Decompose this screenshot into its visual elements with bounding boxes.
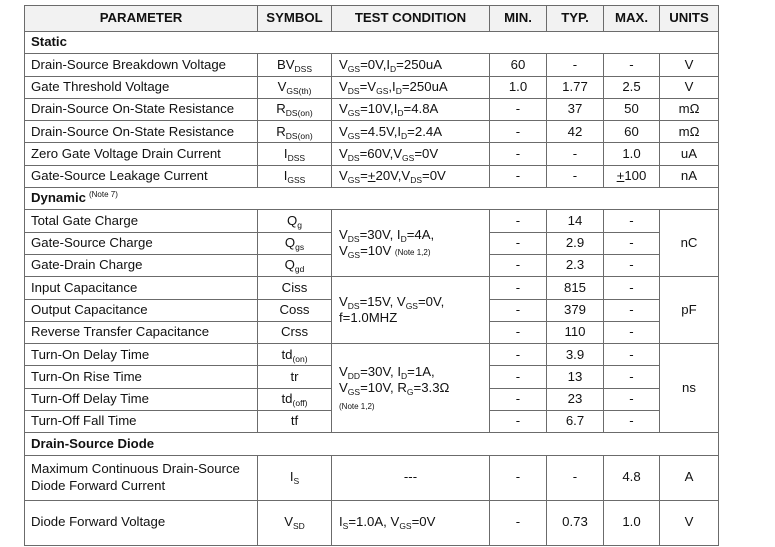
table-row — [25, 277, 719, 299]
min-cell: - — [490, 277, 547, 299]
unit-cell: mΩ — [660, 121, 719, 143]
symbol-cell: $R_{DS(on)}$ — [258, 121, 332, 143]
parameter-cell: Gate Threshold Voltage — [25, 76, 258, 98]
min-cell: - — [490, 388, 547, 410]
unit-cell: ns — [660, 344, 719, 433]
max-cell: - — [604, 254, 660, 276]
section-row — [25, 188, 719, 210]
condition-cell: $V_{GS}=0V,I_D=250uA$ — [332, 54, 490, 76]
table-row — [25, 98, 719, 120]
symbol-cell: $BV_{DSS}$ — [258, 54, 332, 76]
max-cell: - — [604, 299, 660, 321]
parameter-cell: Drain-Source On-State Resistance — [25, 121, 258, 143]
parameter-cell: Diode Forward Voltage — [25, 500, 258, 545]
condition-cell: $V_{DS}=V_{GS},I_D=250uA$ — [332, 76, 490, 98]
min-cell: - — [490, 165, 547, 187]
unit-cell: V — [660, 500, 719, 545]
header-units: UNITS — [660, 6, 719, 32]
max-cell: - — [604, 344, 660, 366]
min-cell: - — [490, 411, 547, 433]
unit-cell: pF — [660, 277, 719, 344]
max-cell: 60 — [604, 121, 660, 143]
symbol-cell: Coss — [258, 299, 332, 321]
section-note: (Note 7) — [88, 190, 118, 200]
max-cell: 4.8 — [604, 455, 660, 500]
typ-cell: 42 — [547, 121, 604, 143]
condition-cell: $V_{DS}=60V,V_{GS}=0V$ — [332, 143, 490, 165]
typ-cell: - — [547, 455, 604, 500]
condition-cell: $V_{GS}=10V,I_D=4.8A$ — [332, 98, 490, 120]
section-diode: Drain-Source Diode — [25, 433, 719, 455]
parameter-cell: Reverse Transfer Capacitance — [25, 321, 258, 343]
typ-cell: 0.73 — [547, 500, 604, 545]
min-cell: - — [490, 299, 547, 321]
section-row — [25, 32, 719, 54]
unit-cell: mΩ — [660, 98, 719, 120]
typ-cell: - — [547, 54, 604, 76]
min-cell: - — [490, 455, 547, 500]
parameter-cell: Zero Gate Voltage Drain Current — [25, 143, 258, 165]
parameter-cell: Turn-On Delay Time — [25, 344, 258, 366]
condition-cell: $V_{DS}=30V$, $I_D=4A$, $V_{GS}=10V$ (Note 1,2) — [332, 210, 490, 277]
max-cell: 1.0 — [604, 143, 660, 165]
typ-cell: 1.77 — [547, 76, 604, 98]
symbol-cell: $V_{GS(th)}$ — [258, 76, 332, 98]
electrical-characteristics-table — [24, 5, 719, 546]
header-max: MAX. — [604, 6, 660, 32]
parameter-cell: Turn-Off Fall Time — [25, 411, 258, 433]
symbol-cell: $td_{(off)}$ — [258, 388, 332, 410]
min-cell: - — [490, 344, 547, 366]
typ-cell: 23 — [547, 388, 604, 410]
typ-cell: - — [547, 143, 604, 165]
symbol-cell: $I_{GSS}$ — [258, 165, 332, 187]
table-row — [25, 121, 719, 143]
min-cell: 60 — [490, 54, 547, 76]
parameter-cell: Output Capacitance — [25, 299, 258, 321]
min-cell: - — [490, 232, 547, 254]
table-row — [25, 500, 719, 545]
condition-cell: $V_{GS}=4.5V,I_D=2.4A$ — [332, 121, 490, 143]
typ-cell: 2.3 — [547, 254, 604, 276]
table-body — [25, 32, 719, 546]
min-cell: - — [490, 121, 547, 143]
header-typ: TYP. — [547, 6, 604, 32]
max-cell: 1.0 — [604, 500, 660, 545]
max-cell: 2.5 — [604, 76, 660, 98]
header-min: MIN. — [490, 6, 547, 32]
unit-cell: V — [660, 54, 719, 76]
max-cell: +100 — [604, 165, 660, 187]
symbol-cell: tr — [258, 366, 332, 388]
min-cell: 1.0 — [490, 76, 547, 98]
header-parameter: PARAMETER — [25, 6, 258, 32]
max-cell: - — [604, 321, 660, 343]
section-static: Static — [25, 32, 719, 54]
parameter-cell: Gate-Source Charge — [25, 232, 258, 254]
max-cell: - — [604, 411, 660, 433]
condition-cell: --- — [332, 455, 490, 500]
min-cell: - — [490, 254, 547, 276]
min-cell: - — [490, 98, 547, 120]
table-row — [25, 54, 719, 76]
unit-cell: uA — [660, 143, 719, 165]
max-cell: 50 — [604, 98, 660, 120]
unit-cell: nA — [660, 165, 719, 187]
typ-cell: 815 — [547, 277, 604, 299]
symbol-cell: $Q_{gs}$ — [258, 232, 332, 254]
symbol-cell: $Q_{gd}$ — [258, 254, 332, 276]
symbol-cell: Crss — [258, 321, 332, 343]
table-row — [25, 143, 719, 165]
max-cell: - — [604, 232, 660, 254]
header-test-condition: TEST CONDITION — [332, 6, 490, 32]
symbol-cell: $R_{DS(on)}$ — [258, 98, 332, 120]
typ-cell: 379 — [547, 299, 604, 321]
symbol-cell: $V_{SD}$ — [258, 500, 332, 545]
typ-cell: 110 — [547, 321, 604, 343]
header-symbol: SYMBOL — [258, 6, 332, 32]
parameter-cell: Total Gate Charge — [25, 210, 258, 232]
condition-cell: $I_S=1.0A$, $V_{GS}=0V$ — [332, 500, 490, 545]
min-cell: - — [490, 143, 547, 165]
table-row — [25, 165, 719, 187]
min-cell: - — [490, 366, 547, 388]
parameter-cell: Drain-Source Breakdown Voltage — [25, 54, 258, 76]
table-row — [25, 76, 719, 98]
table-row — [25, 210, 719, 232]
max-cell: - — [604, 54, 660, 76]
unit-cell: V — [660, 76, 719, 98]
table-row — [25, 344, 719, 366]
symbol-cell: $I_{DSS}$ — [258, 143, 332, 165]
typ-cell: 2.9 — [547, 232, 604, 254]
symbol-cell: $I_S$ — [258, 455, 332, 500]
parameter-cell: Drain-Source On-State Resistance — [25, 98, 258, 120]
table-row — [25, 455, 719, 500]
section-dynamic: Dynamic $^{(Note 7)}$ — [25, 188, 719, 210]
parameter-cell: Input Capacitance — [25, 277, 258, 299]
header-row — [25, 6, 719, 32]
typ-cell: 3.9 — [547, 344, 604, 366]
typ-cell: 13 — [547, 366, 604, 388]
condition-cell: $V_{DS}=15V$, $V_{GS}=0V$, f=1.0MHZ — [332, 277, 490, 344]
max-cell: - — [604, 388, 660, 410]
typ-cell: - — [547, 165, 604, 187]
condition-cell: $V_{DD}=30V$, $I_D=1A$, $V_{GS}=10V$, $R_G=3.3\Omega$ (Note 1,2) — [332, 344, 490, 433]
symbol-cell: tf — [258, 411, 332, 433]
condition-cell: $V_{GS}=+20V,V_{DS}=0V$ — [332, 165, 490, 187]
unit-cell: A — [660, 455, 719, 500]
min-cell: - — [490, 210, 547, 232]
parameter-cell: Turn-Off Delay Time — [25, 388, 258, 410]
typ-cell: 14 — [547, 210, 604, 232]
section-row — [25, 433, 719, 455]
min-cell: - — [490, 321, 547, 343]
min-cell: - — [490, 500, 547, 545]
max-cell: - — [604, 277, 660, 299]
symbol-cell: Ciss — [258, 277, 332, 299]
parameter-cell: Turn-On Rise Time — [25, 366, 258, 388]
symbol-cell: $td_{(on)}$ — [258, 344, 332, 366]
max-cell: - — [604, 366, 660, 388]
max-cell: - — [604, 210, 660, 232]
unit-cell: nC — [660, 210, 719, 277]
typ-cell: 37 — [547, 98, 604, 120]
parameter-cell: Maximum Continuous Drain-Source Diode Forward Current — [25, 455, 258, 500]
symbol-cell: $Q_g$ — [258, 210, 332, 232]
parameter-cell: Gate-Drain Charge — [25, 254, 258, 276]
parameter-cell: Gate-Source Leakage Current — [25, 165, 258, 187]
typ-cell: 6.7 — [547, 411, 604, 433]
